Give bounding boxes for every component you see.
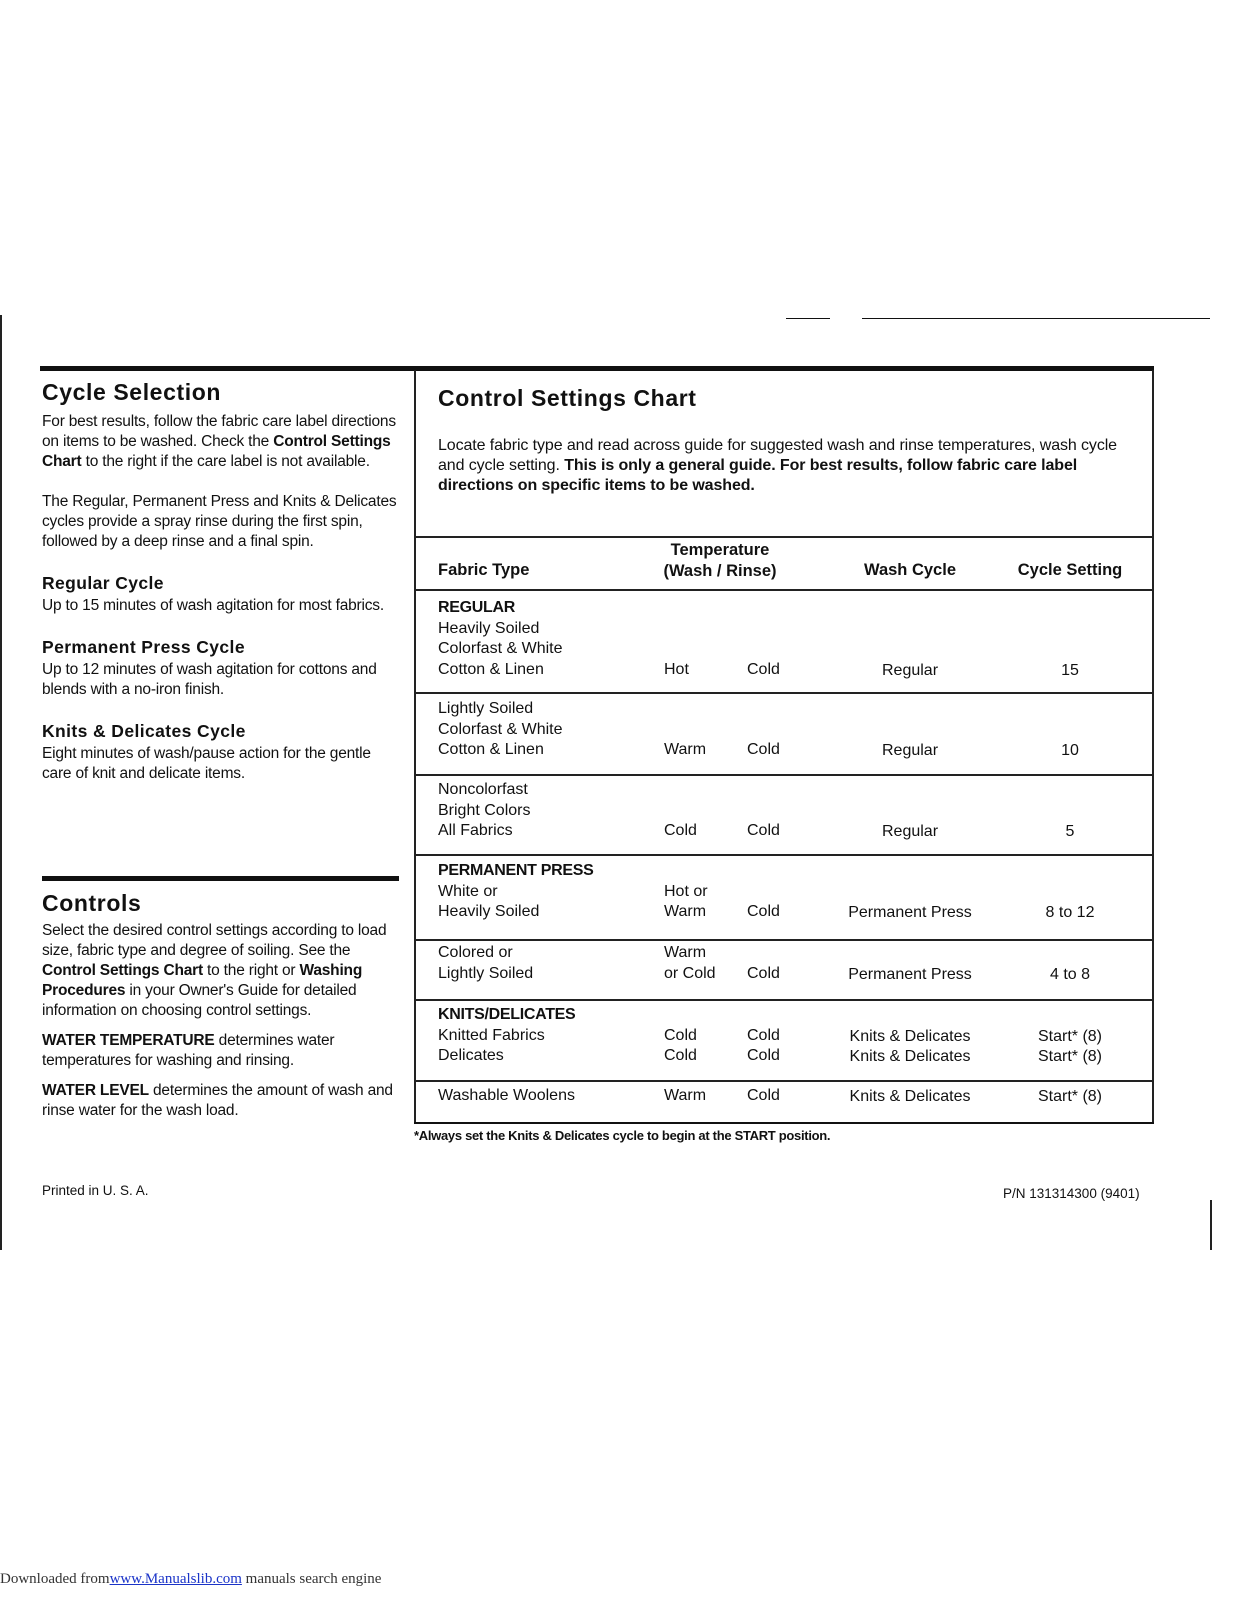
right-edge-mark [1210,1200,1212,1250]
fabric-type-cell: Noncolorfast Bright Colors All Fabrics [438,781,531,839]
controls-procedures-ref: Washing Procedures [42,962,363,999]
cycle-setting-cell: 4 to 8 [1049,965,1091,983]
rinse-temp-cell: Cold [747,964,780,982]
header-bottom-rule [415,589,1153,591]
controls-heading: Controls [42,890,142,916]
regular-cycle-text: Up to 15 minutes of wash agitation for most fabrics. [42,597,384,614]
cycle-setting-cell: 15 [1061,661,1079,679]
header-wash-cycle: Wash Cycle [863,561,956,579]
cycle-selection-intro [42,412,397,472]
wash-cycle-cell: Permanent Press [848,904,972,921]
cycle-selection-section [42,379,397,784]
fabric-type-cell: Lightly Soiled Colorfast & White Cotton & Linen [438,700,563,758]
fabric-type-cell: Knitted Fabrics Delicates [438,1026,545,1064]
water-temperature-text [42,1031,397,1071]
row-divider [415,999,1153,1001]
manualslib-link[interactable]: www.Manualslib.com [109,1571,242,1587]
cycle-setting-cell: Start* (8) [1037,1088,1102,1105]
wash-temp-cell: Warm or Cold [664,944,716,982]
fabric-group-label: REGULAR [438,599,516,616]
water-level-text [42,1081,397,1121]
knits-delicates-heading: Knits & Delicates Cycle [42,721,246,741]
header-temperature-line1: Temperature [670,541,770,559]
wash-temp-cell: Warm [664,1087,707,1104]
download-suffix: manuals search engine [245,1571,382,1587]
controls-chart-ref: Control Settings Chart [42,962,203,979]
wash-temp-cell: Cold Cold [664,1026,697,1064]
row-divider [415,939,1153,941]
wash-cycle-cell: Regular [881,742,939,759]
controls-rule [42,876,399,881]
water-level-desc: determines the amount of wash and rinse water for the wash load. [42,1082,393,1119]
header-fabric-type: Fabric Type [438,561,530,579]
cycle-selection-rinse-note: The Regular, Permanent Press and Knits & Delicates cycles provide a spray rinse during the first spin, followed by a deep rinse and a final spin. [42,493,397,550]
part-number: P/N 131314300 (9401) [1003,1186,1140,1201]
cycle-setting-cell: 8 to 12 [1045,904,1095,921]
header-top-rule [415,536,1153,538]
wash-cycle-cell: Permanent Press [848,965,972,983]
water-temperature-desc: determines water temperatures for washing and rinsing. [42,1032,335,1069]
row-divider [415,774,1153,776]
controls-text-a: Select the desired control settings according to load size, fabric type and degree of soiling. See the [42,922,387,959]
header-temperature [640,540,800,582]
cycle-selection-heading: Cycle Selection [42,379,222,405]
intro-text-end: to the right if the care label is not available. [85,453,370,470]
intro-text: For best results, follow the fabric care label directions on items to be washed. Check the [42,413,396,450]
header-cycle-setting: Cycle Setting [1017,561,1123,579]
water-temperature-label: WATER TEMPERATURE [42,1032,215,1049]
row-divider [415,692,1153,694]
top-scan-dash [786,318,830,319]
fabric-type-cell: White or Heavily Soiled [438,882,540,920]
rinse-temp-cell: Cold [747,822,780,839]
fabric-group-label: KNITS/DELICATES [438,1006,576,1023]
rinse-temp-cell: Cold [747,903,780,920]
fabric-type-cell: Washable Woolens [438,1087,575,1104]
permanent-press-heading: Permanent Press Cycle [42,637,245,657]
download-prefix: Downloaded from [0,1571,110,1587]
wash-cycle-cell: Knits & Delicates [849,1088,971,1105]
wash-cycle-cell: Knits & Delicates Knits & Delicates [849,1027,971,1065]
chart-footnote: *Always set the Knits & Delicates cycle to begin at the START position. [414,1128,831,1143]
water-level-label: WATER LEVEL [42,1082,149,1099]
cycle-setting-cell: Start* (8) Start* (8) [1037,1027,1102,1065]
row-divider [415,854,1153,856]
wash-cycle-cell: Regular [881,823,939,840]
top-scan-line [862,318,1210,319]
chart-bottom-border [414,1122,1154,1124]
wash-cycle-cell: Regular [881,661,939,679]
controls-text-b: to the right or [207,962,296,979]
controls-section [42,890,397,1121]
permanent-press-text: Up to 12 minutes of wash agitation for cottons and blends with a no-iron finish. [42,661,377,698]
knits-delicates-text: Eight minutes of wash/pause action for the gentle care of knit and delicate items. [42,745,371,782]
wash-temp-cell: Cold [664,822,697,839]
controls-text-c: in your Owner's Guide for detailed information on choosing control settings. [42,982,357,1019]
top-rule [40,366,1154,371]
row-divider [415,1080,1153,1082]
printed-in: Printed in U. S. A. [42,1183,149,1198]
header-temperature-line2: (Wash / Rinse) [663,562,777,580]
left-edge-mark [0,315,2,1250]
wash-temp-cell: Hot [664,660,689,678]
rinse-temp-cell: Cold Cold [747,1026,780,1064]
rinse-temp-cell: Cold [747,660,780,678]
chart-left-border [414,370,416,1124]
wash-temp-cell: Warm [664,741,707,758]
fabric-type-cell: Heavily Soiled Colorfast & White Cotton & Linen [438,619,563,678]
fabric-group-label: PERMANENT PRESS [438,862,594,879]
rinse-temp-cell: Cold [747,1087,780,1104]
chart-right-border [1152,370,1154,1124]
chart-intro-text: Locate fabric type and read across guide for suggested wash and rinse temperatures, wash cycle and cycle setting. [438,437,1117,474]
intro-chart-ref: Control Settings Chart [42,433,391,470]
chart-intro [438,436,1138,496]
cycle-setting-cell: 5 [1065,823,1075,840]
cycle-setting-cell: 10 [1061,742,1079,759]
regular-cycle-heading: Regular Cycle [42,573,164,593]
fabric-type-cell: Colored or Lightly Soiled [438,944,534,982]
download-credit [0,1571,381,1588]
rinse-temp-cell: Cold [747,741,780,758]
chart-title: Control Settings Chart [438,385,697,411]
controls-intro [42,921,397,1021]
wash-temp-cell: Hot or Warm [664,882,708,920]
chart-intro-bold: This is only a general guide. For best results, follow fabric care label directions on specific items to be washed. [438,457,1078,494]
